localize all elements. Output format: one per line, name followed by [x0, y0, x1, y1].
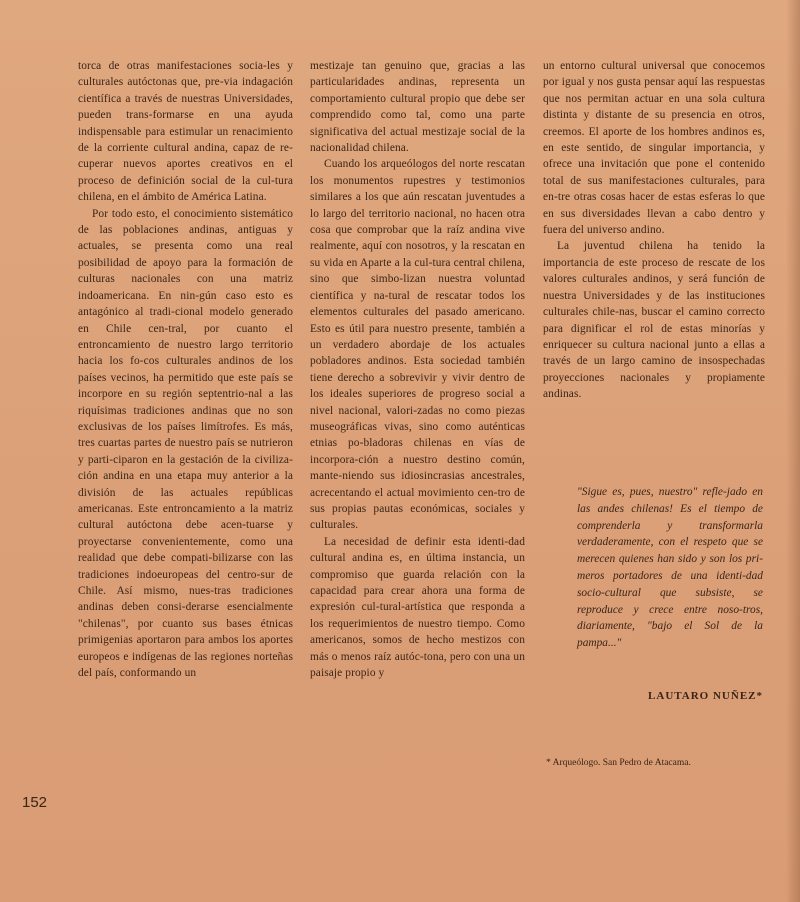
closing-quote: "Sigue es, pues, nuestro" refle-jado en las andes chilenas! Es el tiempo de comprenderla y transformarla verdaderamente, con el respeto que se merecen quienes han sido y son los pri-meros portadores de una identi-dad socio-cultural que subsiste, se reproduce y crece entre noso-tros, diariamente, "bajo el Sol de la pampa...": [577, 486, 763, 650]
text-column-1: [78, 58, 293, 681]
paragraph: La necesidad de definir esta identi-dad cultural andina es, en última instancia, un compromiso que guarda relación con la capacidad para crear ahora una forma de expresión cul-tural-artística que responda a los requerimientos de nuestro tiempo. Como americanos, somos de hecho mestizos con más o menos raíz autóc-tona, pero con una un paisaje propio y: [310, 535, 525, 680]
paragraph: un entorno cultural universal que conocemos por igual y nos gusta pensar aquí las respuestas que nos permitan actuar en una sola cultura distinta y distante de su presencia en otros, creemos. El aporte de los hombres andinos es, en este sentido, de singular importancia, y ofrece una invitación que pone el contenido total de sus manifestaciones culturales, para en-tre otras cosas hacer de estas esferas lo que en sus diversidades llevan a cabo dentro y fuera del universo andino.: [543, 60, 765, 237]
author-signature: LAUTARO NUÑEZ*: [648, 690, 763, 702]
text-column-2: [310, 58, 525, 681]
paragraph: La juventud chilena ha tenido la importancia de este proceso de rescate de los valores culturales andinos, y será función de nuestra Universidades y de las instituciones culturales chile-nas, buscar el camino correcto para dignificar el rol de estas minorías y enriquecer su cultura nacional junto a ellas a través de un largo camino de insospechadas proyecciones nacionales y propiamente andinas.: [543, 240, 765, 401]
page-number: 152: [22, 794, 48, 811]
paragraph: Cuando los arqueólogos del norte rescatan los monumentos rupestres y testimonios similares a los que aún rescatan juventudes a lo largo del territorio nacional, no hacen otra cosa que comprobar que la raíz andina vive realmente, aquí con nosotros, y la rescatan en su vida en Aparte a la cul-tura central chilena, sino que simbo-lizan nuestra voluntad científica y na-tural de rescatar todos los elementos culturales del pasado americano. Esto es útil para nuestro presente, también a un verdadero abordaje de los actuales pobladores andinos. Esta sociedad también tiene derecho a sobrevivir y vivir dentro de los ideales superiores de progreso social a nivel nacional, valori-zadas no como piezas museográficas vivas, sino como auténticas etnias po-bladoras chilenas en vías de incorpora-ción a nuestro destino común, mante-niendo sus idiosincrasias ancestrales, acrecentando el actual movimiento cen-tro de sus propias pautas económicas, sociales y culturales.: [310, 158, 525, 532]
text-column-3: [543, 58, 765, 403]
footnote: * Arqueólogo. San Pedro de Atacama.: [546, 758, 691, 768]
paragraph: torca de otras manifestaciones socia-les y culturales autóctonas que, pre-via indagación científica a través de nuestras Universidades, pueden trans-formarse en una ayuda indispensable para estimular un renacimiento de la corriente cultural andina, capaz de re-cuperar nuevos aportes creativos en el proceso de definición social de la cul-tura chilena, en el ámbito de América Latina.: [78, 60, 293, 204]
paragraph: Por todo esto, el conocimiento sistemático de las poblaciones andinas, antiguas y actuales, se presenta como una real posibilidad de apoyo para la formación de culturas nacionales con una matriz indoamericana. En nin-gún caso esto es antagónico al tradi-cional modelo generado en Chile cen-tral, por cuanto el entroncamiento de nuestro largo territorio hacia los fo-cos culturales andinos de los países vecinos, ha permitido que este país se incorpore en su región septentrio-nal a las riquísimas tradiciones andinas que no son exclusivas de los países limítrofes. Es más, tres cuartas partes de nuestro país se nutrieron y parti-ciparon en la gestación de la civiliza-ción andina en una etapa muy anterior a la división de las actuales repúblicas americanas. Este entroncamiento a la matriz cultural autóctona debe acen-tuarse y proyectarse convenientemente, como una realidad que debe compati-bilizarse con las tradiciones indoeuropeas del centro-sur de Chile. Así mismo, nues-tras tradiciones andinas deben consi-derarse esencialmente "chilenas", por cuanto sus bases étnicas primigenias aportaron para ambos los aportes europeos e indígenas de las regiones norteñas del país, conformando un: [78, 207, 293, 680]
page-edge-shadow: [786, 0, 800, 902]
paragraph: mestizaje tan genuino que, gracias a las particularidades andinas, representa un comportamiento cultural propio que debe ser comprendido como tal, como una parte significativa del actual mestizaje social de la nacionalidad chilena.: [310, 60, 525, 155]
